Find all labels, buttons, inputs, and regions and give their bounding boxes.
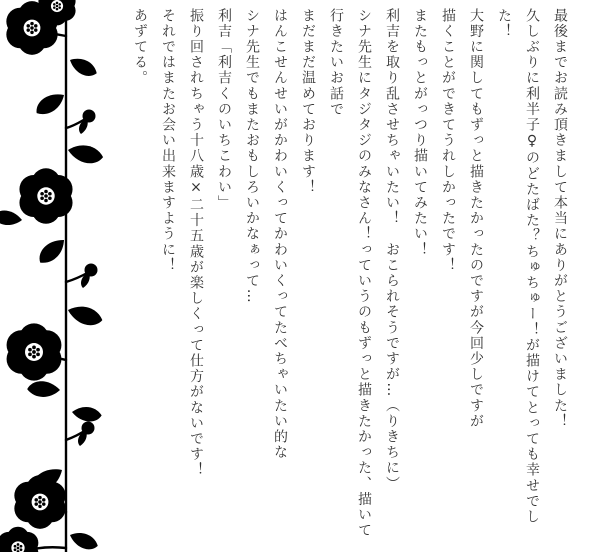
- letter-line: シナ先生でもまたおもしろいかなぁって…: [244, 8, 260, 305]
- afterword-text: [120, 0, 574, 552]
- camellia-border: [0, 0, 118, 552]
- letter-line: 大野に関してもずっと描きたかったのですが今回少しですが: [468, 8, 484, 430]
- letter-line: 久しぶりに利半子♀のどたばた？ちゅちゅー！が描けてとっても幸せでした！: [496, 8, 540, 525]
- letter-line: シナ先生にタジタジのみなさん！っていうのもずっと描きたかった、描いて行きたいお話で: [328, 8, 372, 539]
- letter-line: 最後までお読み頂きまして本当にありがとうございました！: [552, 8, 568, 430]
- letter-line: 利吉を取り乱させちゃいたい！ おこられそうですが…（りきちに）: [384, 8, 400, 492]
- letter-line: 利吉「利吉くのいちこわい」: [216, 8, 232, 211]
- letter-line: 振り回されちゃう十八歳×二十五歳が楽しくって仕方がないです！: [188, 8, 204, 478]
- letter-line: まだまだ温めております！: [300, 8, 316, 196]
- letter-line: 描くことができてうれしかったです！: [440, 8, 456, 274]
- signature: あずてる。: [132, 8, 148, 86]
- letter-line: またもっとがっつり描いてみたい！: [412, 8, 428, 258]
- letter-line: はんこせんせいがかわいくってかわいくってたべちゃいたい的な: [272, 8, 288, 461]
- camellia-flower-border-icon: [0, 0, 118, 552]
- closing-line: それではまたお会い出来ますように！: [160, 8, 176, 274]
